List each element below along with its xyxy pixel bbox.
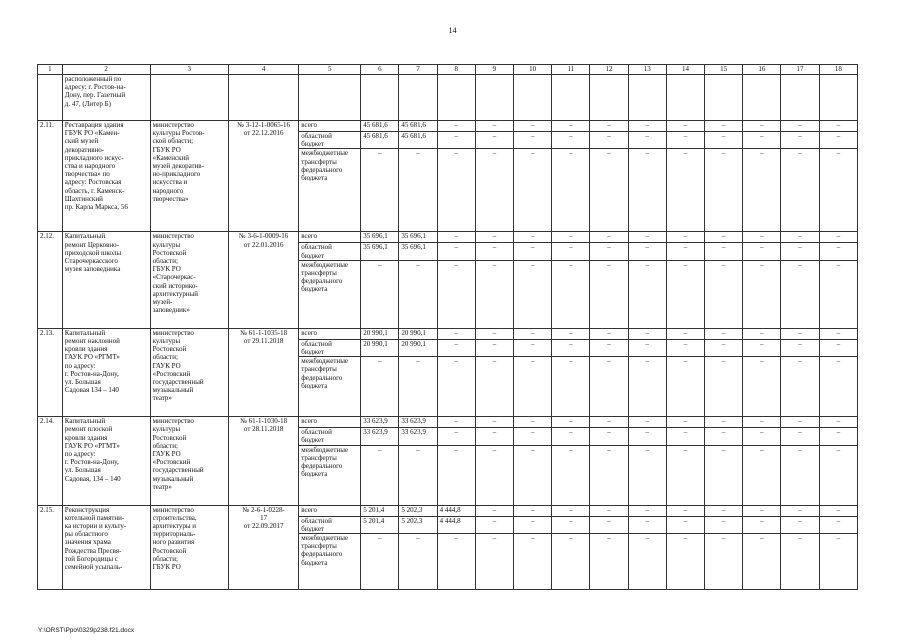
amount-cell: – (628, 445, 666, 505)
amount-cell: – (781, 132, 819, 149)
column-number-header: 13 (628, 65, 666, 75)
amount-cell: 33 623,9 (399, 428, 437, 445)
amount-cell: – (514, 417, 552, 428)
amount-cell: – (361, 260, 399, 328)
amount-cell: – (437, 445, 475, 505)
amount-cell: – (437, 232, 475, 243)
amount-cell: – (552, 149, 590, 232)
funding-row (38, 232, 858, 243)
amount-cell: – (705, 260, 743, 328)
amount-cell: – (666, 260, 704, 328)
amount-cell: – (628, 132, 666, 149)
object-name: Капитальный ремонт наклонной кровли здания ГАУК РО «РГМТ» по адресу: г. Ростов-на-Дону, ул. Большая Садовая 134 – 140 (62, 328, 150, 416)
amount-cell: – (514, 445, 552, 505)
amount-cell: – (819, 417, 857, 428)
amount-cell: – (781, 357, 819, 417)
amount-cell: – (666, 328, 704, 339)
amount-cell: – (819, 149, 857, 232)
amount-cell: – (666, 357, 704, 417)
amount-cell: – (399, 260, 437, 328)
amount-cell: – (475, 232, 513, 243)
amount-cell: 45 681,6 (399, 132, 437, 149)
amount-cell: – (705, 357, 743, 417)
amount-cell: 45 681,6 (361, 132, 399, 149)
amount-cell: – (819, 328, 857, 339)
amount-cell: – (399, 149, 437, 232)
amount-cell: – (628, 357, 666, 417)
amount-cell: – (705, 417, 743, 428)
funding-source: всего (299, 417, 361, 428)
amount-cell: – (666, 232, 704, 243)
amount-cell: 5 201,4 (361, 516, 399, 533)
amount-cell: – (705, 534, 743, 590)
amount-cell: – (666, 121, 704, 132)
amount-cell: – (628, 516, 666, 533)
amount-cell: – (819, 445, 857, 505)
amount-cell: – (781, 243, 819, 260)
amount-cell: – (590, 357, 628, 417)
amount-cell: – (819, 357, 857, 417)
object-name: Реставрация здания ГБУК РО «Камен- ский музей декоративно- прикладного искус- ства и народного творчества» по адресу: Ростовская область, г. Каменск- Шахтинский пр. Карла Маркса, 56 (62, 121, 150, 232)
funding-source: всего (299, 232, 361, 243)
funding-source: всего (299, 121, 361, 132)
amount-cell: – (743, 428, 781, 445)
amount-cell: 20 990,1 (361, 339, 399, 356)
item-number: 2.13. (38, 328, 63, 416)
amount-cell: – (552, 534, 590, 590)
amount-cell: – (475, 121, 513, 132)
column-number-header: 2 (62, 65, 150, 75)
item-number: 2.11. (38, 121, 63, 232)
amount-cell: – (781, 121, 819, 132)
amount-cell: – (819, 505, 857, 516)
amount-cell: – (666, 445, 704, 505)
amount-cell: – (552, 428, 590, 445)
amount-cell: 20 990,1 (399, 328, 437, 339)
amount-cell: – (590, 243, 628, 260)
amount-cell: – (514, 505, 552, 516)
amount-cell: – (514, 357, 552, 417)
amount-cell: – (628, 505, 666, 516)
amount-cell: – (475, 445, 513, 505)
amount-cell: – (590, 260, 628, 328)
amount-cell: – (552, 339, 590, 356)
amount-cell: – (590, 505, 628, 516)
customer-name: министерство культуры Ростовской области; ГБУК РО «Старочеркас- ский историко- архитектурный музей- заповедник» (150, 232, 228, 328)
amount-cell: – (437, 132, 475, 149)
amount-cell: – (514, 232, 552, 243)
amount-cell: – (705, 328, 743, 339)
amount-cell: – (705, 428, 743, 445)
amount-cell: – (361, 357, 399, 417)
document-ref: № 61-1-1035-18 от 29.11.2018 (229, 328, 299, 416)
amount-cell: – (666, 428, 704, 445)
amount-cell: – (705, 445, 743, 505)
amount-cell: – (475, 428, 513, 445)
amount-cell: – (552, 445, 590, 505)
amount-cell: – (590, 149, 628, 232)
amount-cell: – (743, 243, 781, 260)
amount-cell: – (361, 445, 399, 505)
amount-cell: – (437, 339, 475, 356)
amount-cell: – (475, 357, 513, 417)
customer-name: министерство культуры Ростовской области; ГАУК РО «Ростовский государственный музыкальный театр» (150, 417, 228, 505)
amount-cell: 5 202,3 (399, 505, 437, 516)
column-number-header: 7 (399, 65, 437, 75)
funding-source: областной бюджет (299, 428, 361, 445)
amount-cell: 4 444,8 (437, 516, 475, 533)
amount-cell: – (590, 232, 628, 243)
amount-cell: – (628, 417, 666, 428)
amount-cell: – (819, 232, 857, 243)
amount-cell: – (743, 232, 781, 243)
amount-cell: – (437, 149, 475, 232)
column-number-header: 9 (475, 65, 513, 75)
amount-cell: – (514, 428, 552, 445)
funding-source: межбюджетные трансферты федерального бюджета (299, 357, 361, 417)
amount-cell: – (590, 121, 628, 132)
amount-cell: – (437, 357, 475, 417)
amount-cell: – (552, 232, 590, 243)
amount-cell: – (552, 357, 590, 417)
amount-cell: – (666, 505, 704, 516)
amount-cell: – (475, 243, 513, 260)
amount-cell: – (552, 243, 590, 260)
amount-cell: – (743, 445, 781, 505)
amount-cell: – (514, 149, 552, 232)
item-number: 2.12. (38, 232, 63, 328)
document-ref: № 3-12-1-0065-16 от 22.12.2016 (229, 121, 299, 232)
amount-cell: – (666, 417, 704, 428)
amount-cell: – (590, 516, 628, 533)
funding-row (38, 505, 858, 516)
amount-cell: – (705, 505, 743, 516)
amount-cell: – (514, 328, 552, 339)
amount-cell: – (666, 243, 704, 260)
amount-cell: – (705, 516, 743, 533)
customer-name: министерство культуры Ростов- ской области; ГБУК РО «Каменский музей декоратив- но-прикладного искусства и народного творчества» (150, 121, 228, 232)
amount-cell: – (552, 505, 590, 516)
funding-source: областной бюджет (299, 516, 361, 533)
amount-cell: – (514, 132, 552, 149)
amount-cell: – (781, 232, 819, 243)
amount-cell: 35 696,1 (399, 243, 437, 260)
amount-cell: – (743, 505, 781, 516)
continuation-name: расположенный по адресу: г. Ростов-на- Дону, пер. Газетный д. 47, (Литер Б) (62, 75, 150, 121)
amount-cell: 33 623,9 (361, 417, 399, 428)
amount-cell: – (743, 132, 781, 149)
object-name: Реконструкция котельной памятни- ка истории и культу- ры областного значения храма Рождества Пресвя- той Богородицы с семейной усыпаль- (62, 505, 150, 589)
amount-cell: 20 990,1 (399, 339, 437, 356)
amount-cell: – (781, 149, 819, 232)
amount-cell: – (475, 534, 513, 590)
amount-cell: – (705, 121, 743, 132)
amount-cell: 45 681,6 (399, 121, 437, 132)
amount-cell: – (819, 339, 857, 356)
amount-cell: – (514, 121, 552, 132)
amount-cell: – (819, 516, 857, 533)
amount-cell: 4 444,8 (437, 505, 475, 516)
amount-cell: – (628, 534, 666, 590)
amount-cell: – (819, 428, 857, 445)
amount-cell: – (781, 260, 819, 328)
funding-row (38, 417, 858, 428)
customer-name: министерство строительства, архитектуры и территориаль- ного развития Ростовской области; ГБУК РО (150, 505, 228, 589)
amount-cell: – (552, 417, 590, 428)
column-number-header: 12 (590, 65, 628, 75)
funding-source: межбюджетные трансферты федерального бюджета (299, 534, 361, 590)
amount-cell: 35 696,1 (361, 243, 399, 260)
amount-cell: – (705, 149, 743, 232)
amount-cell: – (437, 260, 475, 328)
amount-cell: – (475, 260, 513, 328)
continuation-row (38, 75, 858, 121)
amount-cell: 33 623,9 (361, 428, 399, 445)
amount-cell: 35 696,1 (361, 232, 399, 243)
column-number-header: 18 (819, 65, 857, 75)
column-number-header: 6 (361, 65, 399, 75)
amount-cell: – (437, 328, 475, 339)
funding-source: межбюджетные трансферты федерального бюджета (299, 445, 361, 505)
amount-cell: – (743, 149, 781, 232)
funding-source: областной бюджет (299, 243, 361, 260)
column-number-header: 5 (299, 65, 361, 75)
amount-cell: – (475, 339, 513, 356)
column-number-header: 10 (514, 65, 552, 75)
amount-cell: – (666, 339, 704, 356)
amount-cell: – (819, 260, 857, 328)
amount-cell: – (475, 149, 513, 232)
customer-name: министерство культуры Ростовской области; ГАУК РО «Ростовский государственный музыкальный театр» (150, 328, 228, 416)
document-ref: № 2-6-1-0228- 17 от 22.09.2017 (229, 505, 299, 589)
amount-cell: – (399, 445, 437, 505)
amount-cell: – (628, 428, 666, 445)
amount-cell: – (590, 417, 628, 428)
amount-cell: – (399, 534, 437, 590)
amount-cell: – (819, 534, 857, 590)
amount-cell: – (628, 243, 666, 260)
amount-cell: – (743, 357, 781, 417)
amount-cell: – (666, 516, 704, 533)
amount-cell: – (743, 417, 781, 428)
amount-cell: – (666, 149, 704, 232)
amount-cell: – (475, 132, 513, 149)
amount-cell: – (361, 149, 399, 232)
amount-cell: 20 990,1 (361, 328, 399, 339)
document-ref: № 61-1-1030-18 от 28.11.2018 (229, 417, 299, 505)
amount-cell: – (628, 149, 666, 232)
column-number-header: 11 (552, 65, 590, 75)
amount-cell: – (705, 132, 743, 149)
document-ref: № 3-6-1-0009-16 от 22.01.2016 (229, 232, 299, 328)
amount-cell: – (705, 339, 743, 356)
footer-file-path: Y:\ORST\Ppo\0329p238.f21.docx (38, 627, 135, 634)
amount-cell: – (781, 339, 819, 356)
amount-cell: – (781, 445, 819, 505)
funding-source: всего (299, 328, 361, 339)
column-number-header: 4 (229, 65, 299, 75)
amount-cell: – (743, 339, 781, 356)
column-number-header: 16 (743, 65, 781, 75)
funding-source: областной бюджет (299, 339, 361, 356)
amount-cell: – (514, 339, 552, 356)
amount-cell: – (666, 534, 704, 590)
amount-cell: – (475, 505, 513, 516)
amount-cell: 5 202,3 (399, 516, 437, 533)
amount-cell: – (743, 534, 781, 590)
amount-cell: – (437, 417, 475, 428)
amount-cell: 35 696,1 (399, 232, 437, 243)
amount-cell: – (590, 132, 628, 149)
amount-cell: – (705, 232, 743, 243)
column-number-header: 14 (666, 65, 704, 75)
amount-cell: – (475, 328, 513, 339)
amount-cell: – (552, 260, 590, 328)
amount-cell: – (819, 132, 857, 149)
object-name: Капитальный ремонт Церковно- приходской школы Старочеркасского музея заповедника (62, 232, 150, 328)
amount-cell: – (590, 428, 628, 445)
amount-cell: – (552, 516, 590, 533)
funding-source: областной бюджет (299, 132, 361, 149)
amount-cell: – (552, 132, 590, 149)
amount-cell: – (743, 328, 781, 339)
amount-cell: – (399, 357, 437, 417)
column-number-row (38, 65, 858, 75)
funding-source: межбюджетные трансферты федерального бюджета (299, 149, 361, 232)
funding-source: межбюджетные трансферты федерального бюджета (299, 260, 361, 328)
funding-row (38, 328, 858, 339)
item-number: 2.14. (38, 417, 63, 505)
amount-cell: – (514, 516, 552, 533)
amount-cell: – (437, 243, 475, 260)
page-number: 14 (448, 26, 457, 35)
amount-cell: – (781, 516, 819, 533)
amount-cell: – (590, 339, 628, 356)
object-name: Капитальный ремонт плоской кровли здания ГАУК РО «РГМТ» по адресу: г. Ростов-на-Дону, ул. Большая Садовая, 134 – 140 (62, 417, 150, 505)
amount-cell: – (514, 243, 552, 260)
amount-cell: – (628, 328, 666, 339)
amount-cell: – (361, 534, 399, 590)
amount-cell: – (705, 243, 743, 260)
amount-cell: – (781, 505, 819, 516)
funding-source: всего (299, 505, 361, 516)
amount-cell: – (781, 534, 819, 590)
amount-cell: – (552, 328, 590, 339)
funding-table (37, 64, 858, 590)
amount-cell: – (437, 121, 475, 132)
amount-cell: – (628, 121, 666, 132)
amount-cell: – (781, 417, 819, 428)
amount-cell: – (514, 534, 552, 590)
amount-cell: – (819, 121, 857, 132)
amount-cell: – (743, 121, 781, 132)
amount-cell: – (590, 328, 628, 339)
item-number: 2.15. (38, 505, 63, 589)
amount-cell: – (590, 445, 628, 505)
amount-cell: – (743, 516, 781, 533)
amount-cell: – (514, 260, 552, 328)
amount-cell: – (781, 328, 819, 339)
amount-cell: – (666, 132, 704, 149)
amount-cell: 5 201,4 (361, 505, 399, 516)
continuation-num (38, 75, 63, 121)
column-number-header: 17 (781, 65, 819, 75)
column-number-header: 1 (38, 65, 63, 75)
amount-cell: – (590, 534, 628, 590)
amount-cell: – (628, 339, 666, 356)
column-number-header: 3 (150, 65, 228, 75)
amount-cell: 33 623,9 (399, 417, 437, 428)
amount-cell: – (743, 260, 781, 328)
funding-row (38, 121, 858, 132)
amount-cell: – (628, 260, 666, 328)
amount-cell: 45 681,6 (361, 121, 399, 132)
amount-cell: – (437, 428, 475, 445)
amount-cell: – (475, 417, 513, 428)
amount-cell: – (437, 534, 475, 590)
column-number-header: 15 (705, 65, 743, 75)
amount-cell: – (628, 232, 666, 243)
amount-cell: – (475, 516, 513, 533)
amount-cell: – (552, 121, 590, 132)
column-number-header: 8 (437, 65, 475, 75)
amount-cell: – (819, 243, 857, 260)
amount-cell: – (781, 428, 819, 445)
